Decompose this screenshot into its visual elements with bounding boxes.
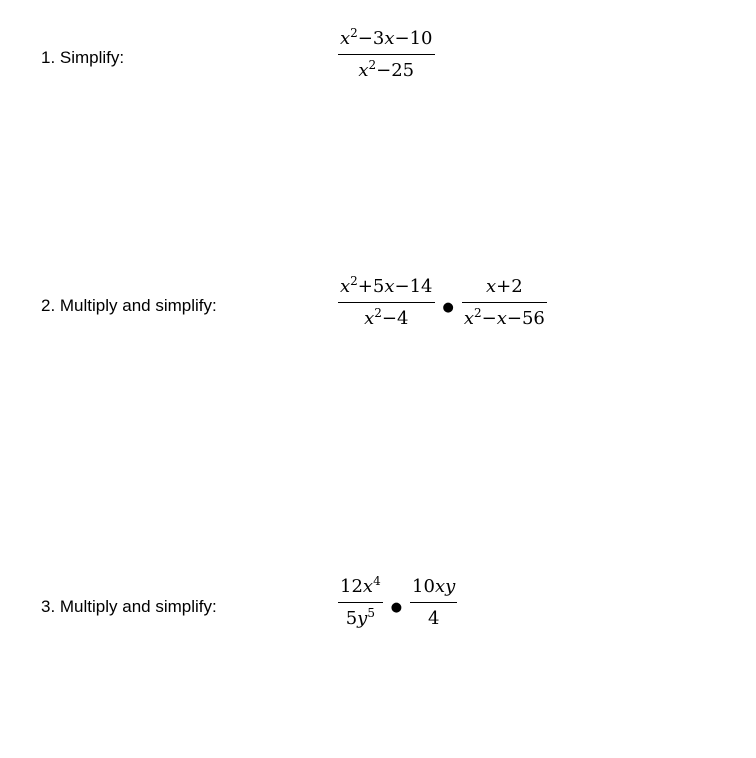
multiply-dot-icon: ● [442,299,454,315]
problem-2-expression [338,276,547,330]
problem-1-expression [338,28,435,82]
fraction-denominator: $x^2-x-56$ [463,306,545,329]
multiply-dot-icon: ● [390,599,403,615]
fraction-numerator: 10xy [412,576,456,597]
problem-3-expression [338,576,457,630]
fraction-numerator: x+2 [486,276,523,297]
problem-3-left-fraction [338,576,383,630]
problem-3-right-fraction [410,576,457,630]
problem-3-label: 3. Multiply and simplify: [41,597,217,616]
fraction-numerator: $x^2-3x-10$ [340,26,433,49]
problem-1-label: 1. Simplify: [41,48,125,67]
fraction-numerator: $x^2+5x-14$ [340,274,433,297]
fraction-denominator: $x^2-4$ [364,306,409,329]
problem-2-right-fraction [462,276,547,330]
problem-1-fraction [338,28,435,82]
fraction-denominator: 4 [427,608,440,629]
problem-2-label: 2. Multiply and simplify: [41,296,217,315]
fraction-denominator: $5y^5$ [345,606,375,629]
fraction-denominator: $x^2-25$ [358,58,415,81]
fraction-numerator: $12x^4$ [340,574,381,597]
problem-2-left-fraction [338,276,435,330]
